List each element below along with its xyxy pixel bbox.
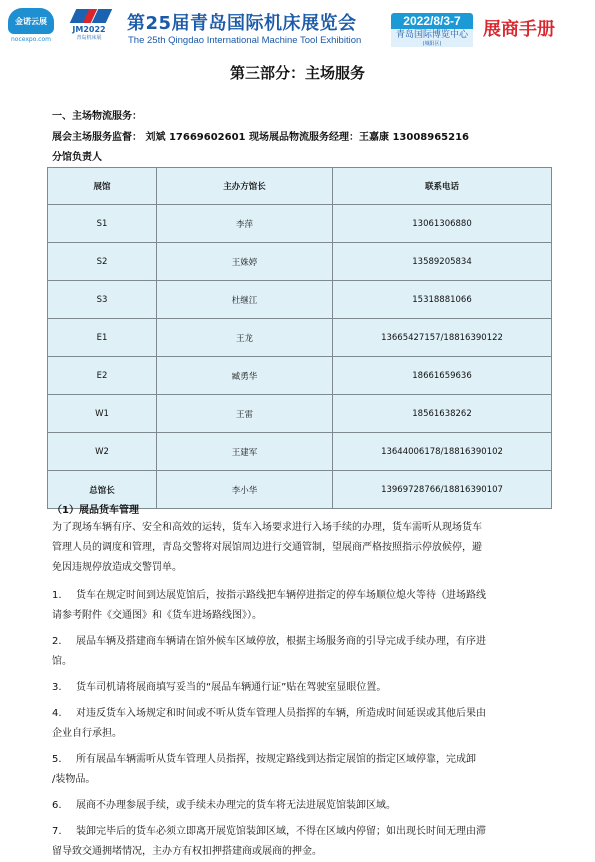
logo-left-text: 金诺云展	[15, 17, 47, 26]
phone-cell: 13665427157/18816390122	[333, 319, 552, 357]
phone-cell: 13589205834	[333, 243, 552, 281]
table-row	[48, 433, 552, 471]
jm-mark-icon	[67, 9, 111, 25]
list-item: 3. 货车司机请将展商填写妥当的“展品车辆通行证”贴在驾驶室显眼位置。	[52, 682, 387, 693]
exhibition-title: 第25届青岛国际机床展览会	[127, 13, 357, 34]
exhibition-title-en: The 25th Qingdao International Machine Tool Exhibition	[128, 35, 362, 46]
table-row	[48, 357, 552, 395]
page-header	[0, 0, 595, 50]
jm-logo	[65, 9, 113, 47]
header-manager: 主办方馆长	[157, 168, 333, 205]
phone-cell: 15318881066	[333, 281, 552, 319]
hall-cell: 总馆长	[48, 471, 157, 509]
date-badge	[391, 13, 473, 46]
intro-line: 为了现场车辆有序、安全和高效的运转，货车入场要求进行入场手续的办理，货车需听从现场货车	[52, 522, 482, 533]
rules-list	[52, 586, 550, 862]
table-row	[48, 205, 552, 243]
logistics-heading: 一、主场物流服务：	[52, 111, 142, 122]
exhibition-venue: 青岛国际博览中心	[391, 29, 473, 41]
branch-manager-table	[47, 167, 552, 509]
phone-cell: 13969728766/18816390107	[333, 471, 552, 509]
table-row	[48, 395, 552, 433]
supervisor-line: 展会主场服务监督： 刘斌 17669602601 现场展品物流服务经理：王嘉康 13008965216	[52, 132, 470, 143]
intro-paragraph	[52, 518, 550, 578]
phone-cell: 13061306880	[333, 205, 552, 243]
truck-management-heading: （1）展品货车管理	[52, 505, 139, 516]
header-phone: 联系电话	[333, 168, 552, 205]
exhibition-date: 2022/8/3-7	[391, 13, 473, 29]
hall-cell: W2	[48, 433, 157, 471]
branch-heading: 分馆负责人	[52, 152, 102, 163]
intro-line: 免因违规停放造成交警罚单。	[52, 562, 182, 573]
hall-cell: E2	[48, 357, 157, 395]
jm-logo-text: JM2022	[72, 25, 106, 34]
list-item: 2. 展品车辆及搭建商车辆请在馆外候车区域停放，根据主场服务商的引导完成手续办理，有序进 馆。	[52, 636, 486, 667]
phone-cell: 18561638262	[333, 395, 552, 433]
logo-left-url: nocexpo.com	[10, 36, 51, 43]
cloud-icon	[8, 8, 54, 34]
phone-cell: 13644006178/18816390102	[333, 433, 552, 471]
list-item: 7. 装卸完毕后的货车必须立即离开展览馆装卸区域，不得在区域内停留；如出现长时间无理由滞 留导致交通拥堵情况，主办方有权扣押搭建商或展商的押金。	[52, 826, 486, 857]
section-title: 第三部分：主场服务	[229, 64, 365, 82]
manager-cell: 王姝婷	[157, 243, 333, 281]
hall-cell: W1	[48, 395, 157, 433]
manager-cell: 王雷	[157, 395, 333, 433]
hall-cell: S1	[48, 205, 157, 243]
hall-cell: E1	[48, 319, 157, 357]
table-row	[48, 319, 552, 357]
table-header-row	[48, 168, 552, 205]
manager-cell: 李小华	[157, 471, 333, 509]
manager-cell: 李萍	[157, 205, 333, 243]
list-item: 4. 对违反货车入场规定和时间或不听从货车管理人员指挥的车辆，所造成时间延误或其他后果由 企业自行承担。	[52, 708, 486, 739]
list-item: 1. 货车在规定时间到达展览馆后，按指示路线把车辆停进指定的停车场顺位熄火等待（进场路线 请参考附件《交通图》和《货车进场路线图》）。	[52, 590, 486, 621]
manager-cell: 王龙	[157, 319, 333, 357]
hall-cell: S2	[48, 243, 157, 281]
venue-district: (城阳区)	[391, 41, 473, 47]
manager-cell: 王建军	[157, 433, 333, 471]
list-item: 6. 展商不办理参展手续，或手续未办理完的货车将无法进展览馆装卸区域。	[52, 800, 396, 811]
handbook-label: 展商手册	[483, 19, 555, 40]
table-row	[48, 281, 552, 319]
hall-cell: S3	[48, 281, 157, 319]
header-hall: 展馆	[48, 168, 157, 205]
manager-cell: 杜继江	[157, 281, 333, 319]
manager-cell: 臧勇华	[157, 357, 333, 395]
jm-logo-subtext: 青岛机床展	[76, 35, 102, 41]
nocexpo-logo	[5, 8, 57, 48]
list-item: 5. 所有展品车辆需听从货车管理人员指挥，按规定路线到达指定展馆的指定区域停靠，完成卸 /装物品。	[52, 754, 476, 785]
intro-line: 管理人员的调度和管理，青岛交警将对展馆周边进行交通管制，望展商严格按照指示停放候停，避	[52, 542, 482, 553]
table-row	[48, 243, 552, 281]
phone-cell: 18661659636	[333, 357, 552, 395]
